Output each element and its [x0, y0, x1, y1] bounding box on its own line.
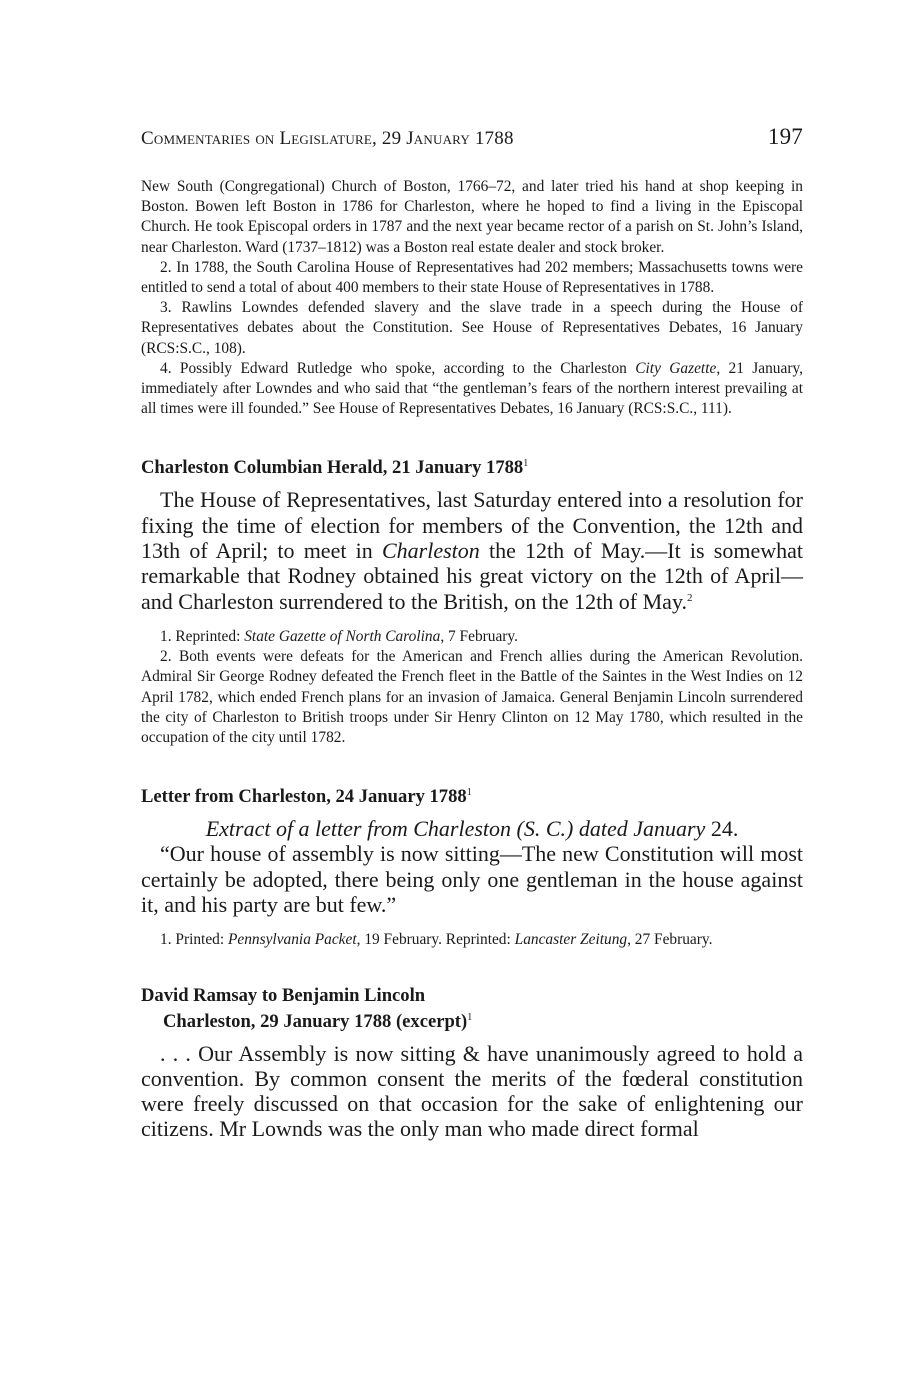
heading-line-2: Charleston, 29 January 1788 (excerpt) [163, 1010, 468, 1032]
letter-note-1-italic-2: Lancaster Zeitung [514, 931, 628, 949]
note-4-text-b: , 21 January, immediately after Lowndes and who said that “the gentleman’s fears of the northern interest prevailing at all times were ill founded.” See House of Representatives Debates, 16 January (RCS:S.C., 111). [141, 359, 804, 418]
herald-note-2: 2. Both events were defeats for the American and French allies during the American Revolution. Admiral Sir George Rodney defeated the French fleet in the Battle of the Saintes in the West Indies on 12 April 1782, which ended French plans for an invasion of Jamaica. General Benjamin Lincoln surrendered the city of Charleston to British troops under Sir Henry Clinton on 12 May 1780, which resulted in the occupation of the city until 1782. [141, 648, 803, 746]
columbian-herald-paragraph [141, 487, 803, 613]
note-2: 2. In 1788, the South Carolina House of Representatives had 202 members; Massachusetts towns were entitled to send a total of about 400 members to their state House of Representatives in 1788. [141, 258, 803, 297]
herald-note-1-a: 1. Reprinted: [160, 627, 245, 645]
herald-note-1-b: , 7 February. [440, 627, 518, 645]
herald-note-1-italic: State Gazette of North Carolina [244, 627, 441, 645]
section-heading-ramsay-to-lincoln [141, 985, 803, 1033]
extract-tail: 24. [705, 816, 739, 842]
note-4-text-a: 4. Possibly Edward Rutledge who spoke, according to the Charleston [160, 359, 636, 377]
note-3: 3. Rawlins Lowndes defended slavery and the slave trade in a speech during the House of Representatives debates about the Constitution. See House of Representatives Debates, 16 January (RCS:S.C., 108). [141, 299, 803, 357]
running-head [141, 124, 803, 156]
page-number: 197 [767, 124, 803, 149]
ramsay-paragraph: . . . Our Assembly is now sitting & have unanimously agreed to hold a convention. By common consent the merits of the fœderal constitution were freely discussed on that occasion for the sake of enlightening our citizens. Mr Lownds was the only man who made direct formal [141, 1040, 803, 1142]
note-continuation: New South (Congregational) Church of Boston, 1766–72, and later tried his hand at shop keeping in Boston. Bowen left Boston in 1786 for Charleston, where he hoped to find a living in the Episcopal Church. He took Episcopal orders in 1787 and the next year became rector of a parish on St. John’s Island, near Charleston. Ward (1737–1812) was a Boston real estate dealer and stock broker. [141, 178, 803, 256]
para-text-b: the 12th of May.—It is somewhat remarkable that Rodney obtained his great victory on the 12th of April—and Charleston surrendered to the British, on the 12th of May. [141, 538, 803, 614]
para-italic: Charleston [381, 538, 480, 564]
section-heading-letter-from-charleston [141, 782, 803, 808]
heading-line-1: David Ramsay to Benjamin Lincoln [141, 984, 426, 1006]
para-footnote-marker: 2 [687, 591, 693, 604]
letter-quote-paragraph: “Our house of assembly is now sitting—The new Constitution will most certainly be adopted, there being only one gentleman in the house against it, and his party are but few.” [141, 841, 803, 918]
letter-note-1-a: 1. Printed: [160, 931, 228, 949]
page-content [141, 177, 803, 1142]
heading-text: Letter from Charleston, 24 January 1788 [141, 786, 467, 808]
heading-footnote-marker: 1 [466, 787, 472, 799]
herald-note-1 [141, 627, 803, 647]
heading-text: Charleston Columbian Herald, 21 January 1788 [141, 457, 524, 479]
heading-line-2-wrap [141, 1007, 803, 1033]
letter-note-1-italic-1: Pennsylvania Packet [227, 931, 357, 949]
para-text-a: The House of Representatives, last Saturday entered into a resolution for fixing the time of election for members of the Convention, the 12th and 13th of April; to meet in [141, 487, 803, 564]
note-4 [141, 359, 803, 420]
letter-note-1 [141, 930, 803, 950]
letter-extract-line [141, 816, 803, 841]
heading-footnote-marker: 1 [467, 1011, 473, 1023]
letter-note-1-mid: , 19 February. Reprinted: [356, 931, 515, 949]
section-heading-columbian-herald [141, 453, 803, 479]
letter-note-1-b: , 27 February. [627, 931, 713, 949]
heading-footnote-marker: 1 [523, 458, 529, 470]
running-head-title: Commentaries on Legislature, 29 January 1788 [141, 128, 514, 149]
note-4-italic: City Gazette [635, 359, 717, 377]
extract-italic: Extract of a letter from Charleston (S. C.) dated January [205, 816, 706, 842]
